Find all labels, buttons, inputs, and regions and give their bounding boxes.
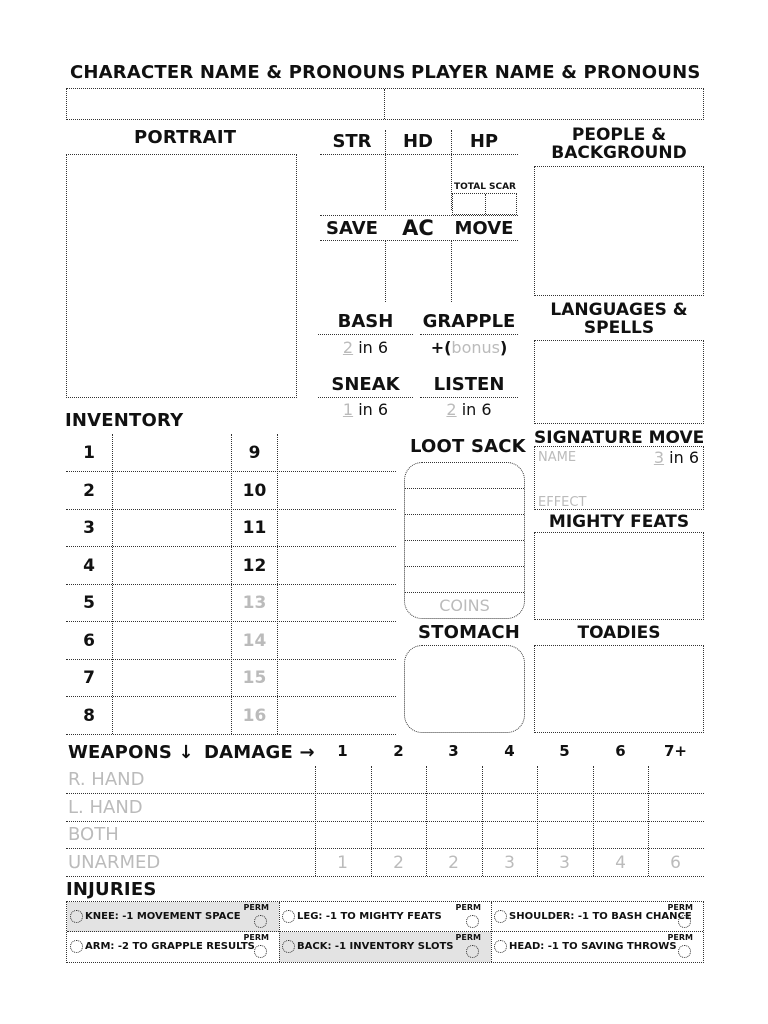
injuries-label: INJURIES (66, 879, 157, 900)
weapon-damage-cell[interactable] (371, 821, 426, 848)
inventory-slot[interactable] (278, 622, 395, 659)
mighty-feats-box[interactable] (534, 532, 704, 620)
weapon-column-divider (648, 766, 649, 876)
weapon-damage-cell[interactable] (537, 821, 592, 848)
weapon-damage-cell[interactable] (426, 821, 481, 848)
hd-label: HD (402, 131, 433, 152)
mighty-feats-label: MIGHTY FEATS (548, 512, 690, 532)
bash-value-row[interactable] (318, 338, 413, 357)
signature-effect-placeholder: EFFECT (538, 495, 587, 510)
inventory-slot[interactable] (113, 472, 230, 509)
injury-text: HEAD: -1 TO SAVING THROWS (509, 941, 677, 952)
player-name-label: PLAYER NAME & PRONOUNS (411, 62, 701, 83)
injury-text: LEG: -1 TO MIGHTY FEATS (297, 911, 442, 922)
inventory-number: 12 (242, 555, 267, 576)
weapons-table (66, 742, 704, 878)
stomach-label: STOMACH (418, 622, 521, 643)
hp-boxes[interactable] (452, 193, 517, 215)
ac-field[interactable] (387, 243, 450, 301)
signature-label: SIGNATURE MOVE (534, 428, 705, 448)
sneak-label: SNEAK (331, 374, 400, 395)
weapon-damage-cell[interactable] (537, 766, 592, 793)
inventory-number: 8 (83, 705, 95, 726)
perm-label: PERM (455, 903, 481, 912)
injury-cell[interactable] (67, 932, 279, 962)
weapon-damage-cell[interactable] (371, 766, 426, 793)
perm-label: PERM (667, 933, 693, 942)
inventory-number: 1 (83, 443, 95, 463)
loot-line-5 (405, 592, 524, 593)
hp-label: HP (469, 131, 499, 152)
inventory-number: 15 (242, 668, 267, 688)
injury-checkbox-icon[interactable] (494, 940, 507, 953)
weapon-column-divider (537, 766, 538, 876)
weapons-label: WEAPONS ↓ (68, 742, 194, 763)
player-name-field[interactable] (385, 88, 703, 120)
damage-column-header: 5 (559, 742, 570, 760)
hd-field[interactable] (387, 156, 450, 212)
save-label: SAVE (326, 218, 378, 239)
damage-column-header: 6 (615, 742, 626, 760)
inventory-grid (66, 434, 396, 734)
weapon-damage-cell[interactable] (315, 766, 370, 793)
grapple-value: bonus (451, 338, 500, 357)
sneak-line (318, 397, 413, 398)
perm-label: PERM (455, 933, 481, 942)
unarmed-damage-value: 4 (615, 852, 626, 873)
injury-checkbox-icon[interactable] (494, 910, 507, 923)
inventory-slot[interactable] (113, 509, 230, 546)
weapon-damage-cell[interactable] (593, 766, 648, 793)
injury-row-line (67, 931, 703, 932)
grapple-value-row[interactable] (420, 338, 518, 357)
grapple-label: GRAPPLE (422, 311, 516, 332)
stats-divider-4 (451, 240, 452, 302)
character-name-field[interactable] (66, 88, 384, 120)
weapon-damage-cell[interactable] (593, 821, 648, 848)
weapon-row-label: BOTH (68, 824, 119, 845)
hp-scar-label: SCAR (489, 182, 516, 192)
grapple-prefix: +( (430, 338, 452, 357)
perm-checkbox-icon[interactable] (678, 945, 691, 958)
injury-column-divider (491, 902, 492, 962)
stats-top-line (320, 154, 518, 155)
weapon-damage-cell[interactable] (648, 794, 703, 821)
inventory-slot[interactable] (113, 622, 230, 659)
weapon-column-divider (426, 766, 427, 876)
people-label-1: PEOPLE & (571, 125, 667, 145)
move-field[interactable] (453, 243, 516, 301)
weapon-damage-cell[interactable] (482, 766, 537, 793)
damage-column-header: 1 (337, 742, 348, 760)
inventory-number: 16 (242, 705, 267, 726)
listen-suffix: in 6 (461, 400, 492, 419)
signature-name-placeholder: NAME (538, 450, 577, 465)
bash-suffix: in 6 (358, 338, 389, 357)
inventory-number: 13 (242, 593, 267, 613)
sneak-value: 1 (342, 400, 354, 419)
str-label: STR (332, 131, 372, 152)
portrait-label: PORTRAIT (134, 127, 237, 148)
weapon-damage-cell[interactable] (315, 794, 370, 821)
unarmed-damage-value: 2 (448, 852, 459, 873)
injury-cell[interactable] (279, 932, 491, 962)
unarmed-damage-value: 1 (337, 852, 348, 873)
inventory-number: 3 (83, 518, 95, 538)
bash-label: BASH (337, 311, 394, 332)
unarmed-damage-value: 3 (559, 852, 570, 873)
inventory-label: INVENTORY (65, 410, 184, 431)
signature-suffix: in 6 (669, 448, 699, 467)
coins-label: COINS (439, 596, 490, 615)
inventory-number: 10 (242, 480, 267, 501)
injury-checkbox-icon[interactable] (282, 910, 295, 923)
grapple-line (420, 334, 518, 335)
languages-box[interactable] (534, 340, 704, 424)
inventory-slot[interactable] (113, 697, 230, 734)
inventory-slot[interactable] (113, 547, 230, 584)
damage-label: DAMAGE → (204, 742, 315, 763)
perm-checkbox-icon[interactable] (678, 915, 691, 928)
inventory-slot[interactable] (113, 659, 230, 696)
injury-text: SHOULDER: -1 TO BASH CHANCE (509, 911, 692, 922)
weapon-column-divider (315, 766, 316, 876)
inventory-slot[interactable] (113, 434, 230, 471)
damage-column-header: 2 (393, 742, 404, 760)
toadies-label: TOADIES (577, 623, 661, 643)
perm-checkbox-icon[interactable] (254, 915, 267, 928)
signature-chance (654, 448, 699, 467)
inventory-number: 14 (242, 630, 267, 651)
str-field[interactable] (321, 156, 384, 212)
inventory-slot[interactable] (278, 509, 395, 546)
weapon-damage-cell[interactable] (315, 821, 370, 848)
weapon-damage-cell[interactable] (482, 794, 537, 821)
inventory-slot[interactable] (113, 584, 230, 621)
move-label: MOVE (454, 218, 514, 239)
listen-value-row[interactable] (420, 400, 518, 419)
perm-label: PERM (243, 903, 269, 912)
inventory-number: 11 (242, 518, 267, 538)
weapon-row-line (66, 876, 704, 877)
hp-box-divider (485, 194, 486, 214)
sneak-suffix: in 6 (358, 400, 389, 419)
perm-checkbox-icon[interactable] (254, 945, 267, 958)
inventory-slot[interactable] (278, 659, 395, 696)
loot-line-3 (405, 540, 524, 541)
unarmed-damage-value: 6 (670, 852, 681, 873)
grapple-suffix: ) (499, 338, 508, 357)
inventory-slot[interactable] (278, 584, 395, 621)
inventory-number: 2 (83, 480, 95, 501)
hp-total-label: TOTAL (454, 182, 486, 192)
damage-column-header: 7+ (663, 742, 687, 760)
languages-label-1: LANGUAGES & (550, 300, 688, 320)
weapon-row-label: L. HAND (68, 796, 143, 818)
perm-checkbox-icon[interactable] (466, 945, 479, 958)
inventory-row-line (66, 734, 396, 735)
injury-checkbox-icon[interactable] (282, 940, 295, 953)
inventory-slot[interactable] (278, 434, 395, 471)
perm-label: PERM (667, 903, 693, 912)
perm-label: PERM (243, 933, 269, 942)
toadies-box[interactable] (534, 645, 704, 733)
injury-checkbox-icon[interactable] (70, 940, 83, 953)
loot-line-1 (405, 488, 524, 489)
listen-label: LISTEN (433, 374, 505, 395)
injuries-table (66, 901, 704, 963)
injury-cell[interactable] (67, 902, 279, 932)
inventory-number: 5 (83, 593, 95, 613)
unarmed-damage-value: 2 (393, 852, 404, 873)
weapon-column-divider (593, 766, 594, 876)
injury-cell[interactable] (491, 932, 703, 962)
signature-value: 3 (653, 448, 665, 467)
character-name-label: CHARACTER NAME & PRONOUNS (70, 62, 406, 83)
weapon-damage-cell[interactable] (482, 821, 537, 848)
weapon-column-divider (371, 766, 372, 876)
stats-divider-3 (385, 240, 386, 302)
weapon-damage-cell[interactable] (648, 766, 703, 793)
weapon-row-label: R. HAND (68, 769, 145, 790)
languages-label-2: SPELLS (583, 318, 655, 338)
injury-column-divider (279, 902, 280, 962)
injury-text: ARM: -2 TO GRAPPLE RESULTS (85, 941, 255, 952)
ac-label: AC (402, 216, 434, 240)
listen-line (420, 397, 518, 398)
stats-divider-1 (385, 130, 386, 210)
inventory-number: 7 (83, 668, 95, 688)
injury-cell[interactable] (491, 902, 703, 932)
weapon-damage-cell[interactable] (426, 794, 481, 821)
loot-sack-box[interactable] (404, 462, 525, 619)
inventory-slot[interactable] (278, 547, 395, 584)
injury-text: BACK: -1 INVENTORY SLOTS (297, 941, 454, 952)
weapon-column-divider (482, 766, 483, 876)
weapon-row-label: UNARMED (68, 851, 161, 873)
people-label-2: BACKGROUND (551, 143, 687, 163)
loot-line-2 (405, 514, 524, 515)
portrait-box[interactable] (66, 154, 297, 398)
perm-checkbox-icon[interactable] (466, 915, 479, 928)
weapon-damage-cell[interactable] (537, 794, 592, 821)
damage-column-header: 4 (504, 742, 515, 760)
weapon-damage-cell[interactable] (648, 821, 703, 848)
loot-sack-label: LOOT SACK (410, 436, 526, 457)
inventory-number: 9 (248, 443, 261, 463)
stomach-box[interactable] (404, 645, 525, 733)
sneak-value-row[interactable] (318, 400, 413, 419)
loot-line-4 (405, 566, 524, 567)
inventory-slot[interactable] (278, 472, 395, 509)
signature-box[interactable] (534, 446, 704, 510)
inventory-number: 6 (83, 630, 95, 651)
stats-lower-line (320, 240, 518, 241)
injury-checkbox-icon[interactable] (70, 910, 83, 923)
inventory-slot[interactable] (278, 697, 395, 734)
save-field[interactable] (321, 243, 384, 301)
injury-cell[interactable] (279, 902, 491, 932)
inventory-number: 4 (83, 555, 95, 576)
people-box[interactable] (534, 166, 704, 296)
bash-value: 2 (342, 338, 354, 357)
bash-line (318, 334, 413, 335)
weapon-damage-cell[interactable] (593, 794, 648, 821)
weapon-damage-cell[interactable] (426, 766, 481, 793)
injury-text: KNEE: -1 MOVEMENT SPACE (85, 911, 241, 922)
unarmed-damage-value: 3 (504, 852, 515, 873)
listen-value: 2 (446, 400, 457, 419)
weapon-damage-cell[interactable] (371, 794, 426, 821)
damage-column-header: 3 (448, 742, 459, 760)
